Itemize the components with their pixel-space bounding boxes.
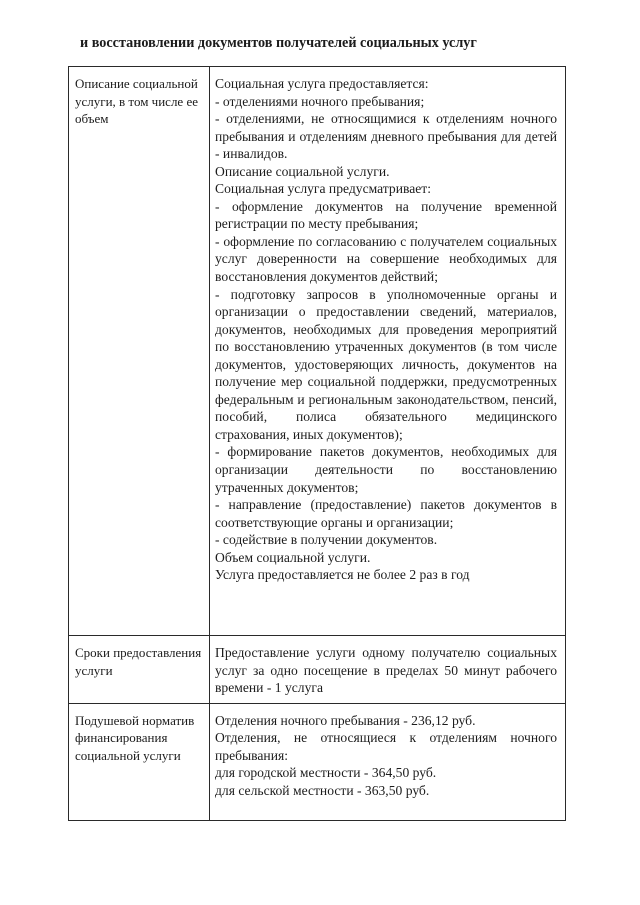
row-label-description: Описание социальной услуги, в том числе ее объем [75,76,198,126]
text-line: Отделения ночного пребывания - 236,12 руб. [215,712,476,728]
text-line: - отделениями, не относящимися к отделениям ночного пребывания и отделениям дневного пребывания для детей - инвалидов. [215,111,557,162]
table-row-description [69,67,566,636]
table-row-terms [69,636,566,704]
text-line: Описание социальной услуги. [215,163,390,179]
content-cell [210,636,566,704]
financing-text [210,704,565,806]
text-line: для сельской местности - 363,50 руб. [215,782,430,798]
text-line: Услуга предоставляется не более 2 раз в год [215,567,470,583]
text-line: - содействие в получении документов. [215,532,438,548]
text-line: Социальная услуга предусматривает: [215,181,431,197]
table-row-financing [69,703,566,820]
text-line: - оформление по согласованию с получателем социальных услуг доверенности на совершение необходимых для восстановления документов действий; [215,233,557,285]
label-cell [69,67,210,636]
text-line: Социальная услуга предоставляется: [215,76,429,91]
text-line: - формирование пакетов документов, необходимых для организации деятельности по восстановлению утраченных документов; [215,444,557,495]
content-cell [210,67,566,636]
document-heading: и восстановлении документов получателей социальных услуг [80,35,477,51]
text-line: для городской местности - 364,50 руб. [215,765,437,781]
text-line: Объем социальной услуги. [215,549,371,565]
text-line: Предоставление услуги одному получателю социальных услуг за одно посещение в пределах 50 минут рабочего времени - 1 услуга [215,645,557,696]
row-label-financing: Подушевой норматив финансирования социальной услуги [75,712,195,763]
text-line: - оформление документов на получение временной регистрации по месту пребывания; [215,198,557,232]
text-line: - направление (предоставление) пакетов документов в соответствующие органы и организации; [215,497,557,530]
row-label-terms: Сроки предоставления услуги [75,645,202,678]
description-text [210,67,565,590]
text-line: Отделения, не относящиеся к отделениям ночного пребывания: [215,730,557,763]
content-cell [210,703,566,820]
label-cell [69,703,210,820]
text-line: - отделениями ночного пребывания; [215,93,425,109]
service-standard-table [68,66,566,821]
terms-text [210,636,565,703]
label-cell [69,636,210,704]
text-line: - подготовку запросов в уполномоченные органы и организации о предоставлении сведений, материалов, документов, необходимых для проведения мероприятий по восстановлению утраченных документов (в том числе документов, удостоверяющих личность, документов на получение мер социальной поддержки, предусмотренных федеральным и региональным законодательством, пенсий, пособий, полиса обязательного медицинского страхования, иных документов); [215,286,557,442]
